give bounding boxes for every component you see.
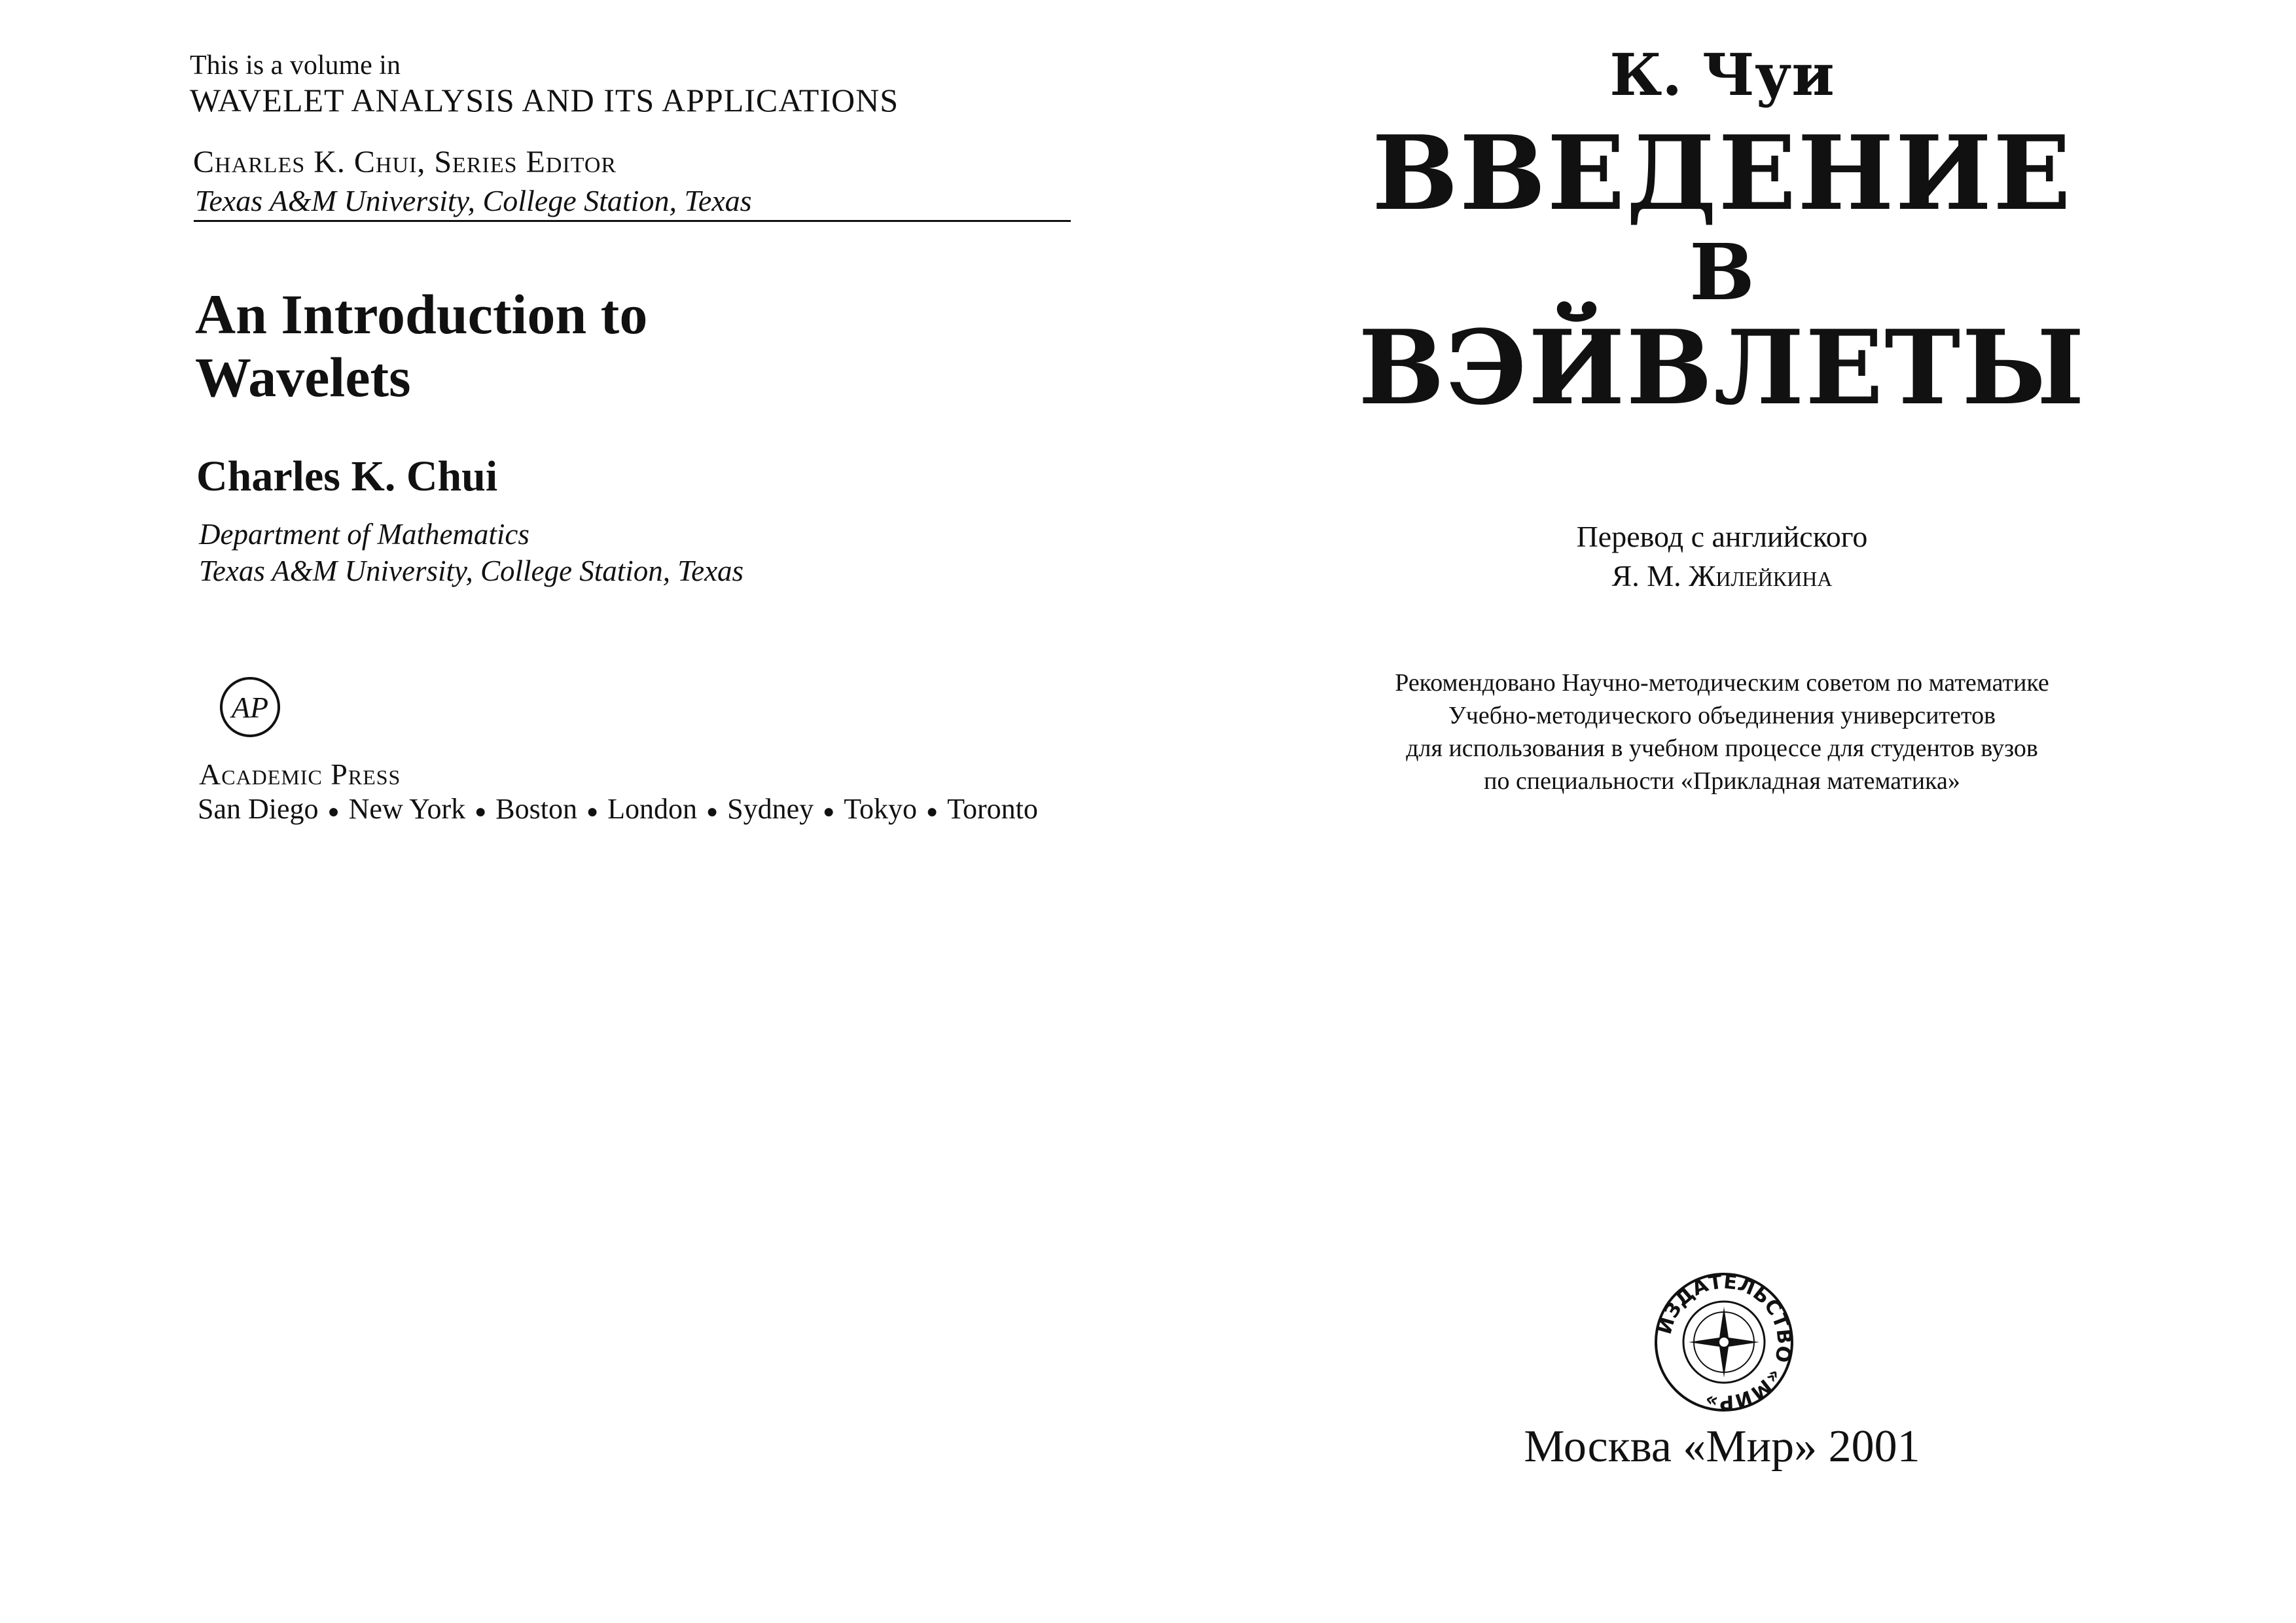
translator-name: Я. М. Жилейкина: [1611, 559, 1833, 593]
book-title-line2: Wavelets: [195, 346, 411, 409]
recommendation-line: по специальности «Прикладная математика»: [1484, 767, 1960, 795]
city: Sydney: [727, 793, 814, 825]
bullet-icon: ●: [823, 800, 835, 822]
bullet-icon: ●: [926, 800, 939, 822]
city: Toronto: [947, 793, 1038, 825]
recommendation-line: Учебно-методического объединения университетов: [1448, 702, 1996, 729]
series-note: This is a volume in: [190, 50, 401, 81]
ru-imprint: Москва «Мир» 2001: [1524, 1421, 1920, 1472]
book-author: Charles K. Chui: [196, 452, 498, 500]
divider-rule: [194, 220, 1071, 222]
ru-author: К. Чуи: [1609, 41, 1835, 109]
bullet-icon: ●: [586, 800, 599, 822]
city: San Diego: [198, 793, 319, 825]
bullet-icon: ●: [327, 800, 340, 822]
logo-ring-text: ИЗДАТЕЛЬСТВО «МИР»: [1653, 1270, 1796, 1414]
series-affiliation: Texas A&M University, College Station, Texas: [195, 184, 752, 217]
ru-title-line1: ВВЕДЕНИЕ: [1372, 113, 2072, 233]
bullet-icon: ●: [706, 800, 719, 822]
series-name: WAVELET ANALYSIS AND ITS APPLICATIONS: [190, 82, 899, 119]
recommendation-line: Рекомендовано Научно-методическим советом по математике: [1395, 669, 2049, 697]
city: Tokyo: [844, 793, 918, 825]
translation-line1: Перевод с английского: [1576, 520, 1868, 553]
book-title-line1: An Introduction to: [195, 283, 648, 346]
publisher-cities: [198, 792, 1038, 826]
logo-text: AP: [231, 691, 269, 724]
bullet-icon: ●: [475, 800, 487, 822]
city: Boston: [495, 793, 577, 825]
publisher-name: Academic Press: [199, 757, 401, 791]
ru-title-line3: ВЭЙВЛЕТЫ: [1358, 308, 2086, 428]
mir-publisher-logo-icon: [1652, 1270, 1796, 1414]
ru-title-line2: В: [1689, 227, 1755, 318]
city: New York: [348, 793, 466, 825]
recommendation-line: для использования в учебном процессе для студентов вузов: [1406, 735, 2038, 762]
academic-press-logo-icon: [217, 674, 283, 740]
author-department: Department of Mathematics: [199, 518, 529, 551]
book-title: [195, 283, 647, 409]
city: London: [607, 793, 697, 825]
author-university: Texas A&M University, College Station, Texas: [199, 555, 744, 587]
recommendation-text: [1148, 666, 2296, 797]
translation-credit: [1148, 517, 2296, 596]
right-page: [1148, 0, 2296, 1623]
series-editor: Charles K. Chui, Series Editor: [193, 145, 617, 179]
